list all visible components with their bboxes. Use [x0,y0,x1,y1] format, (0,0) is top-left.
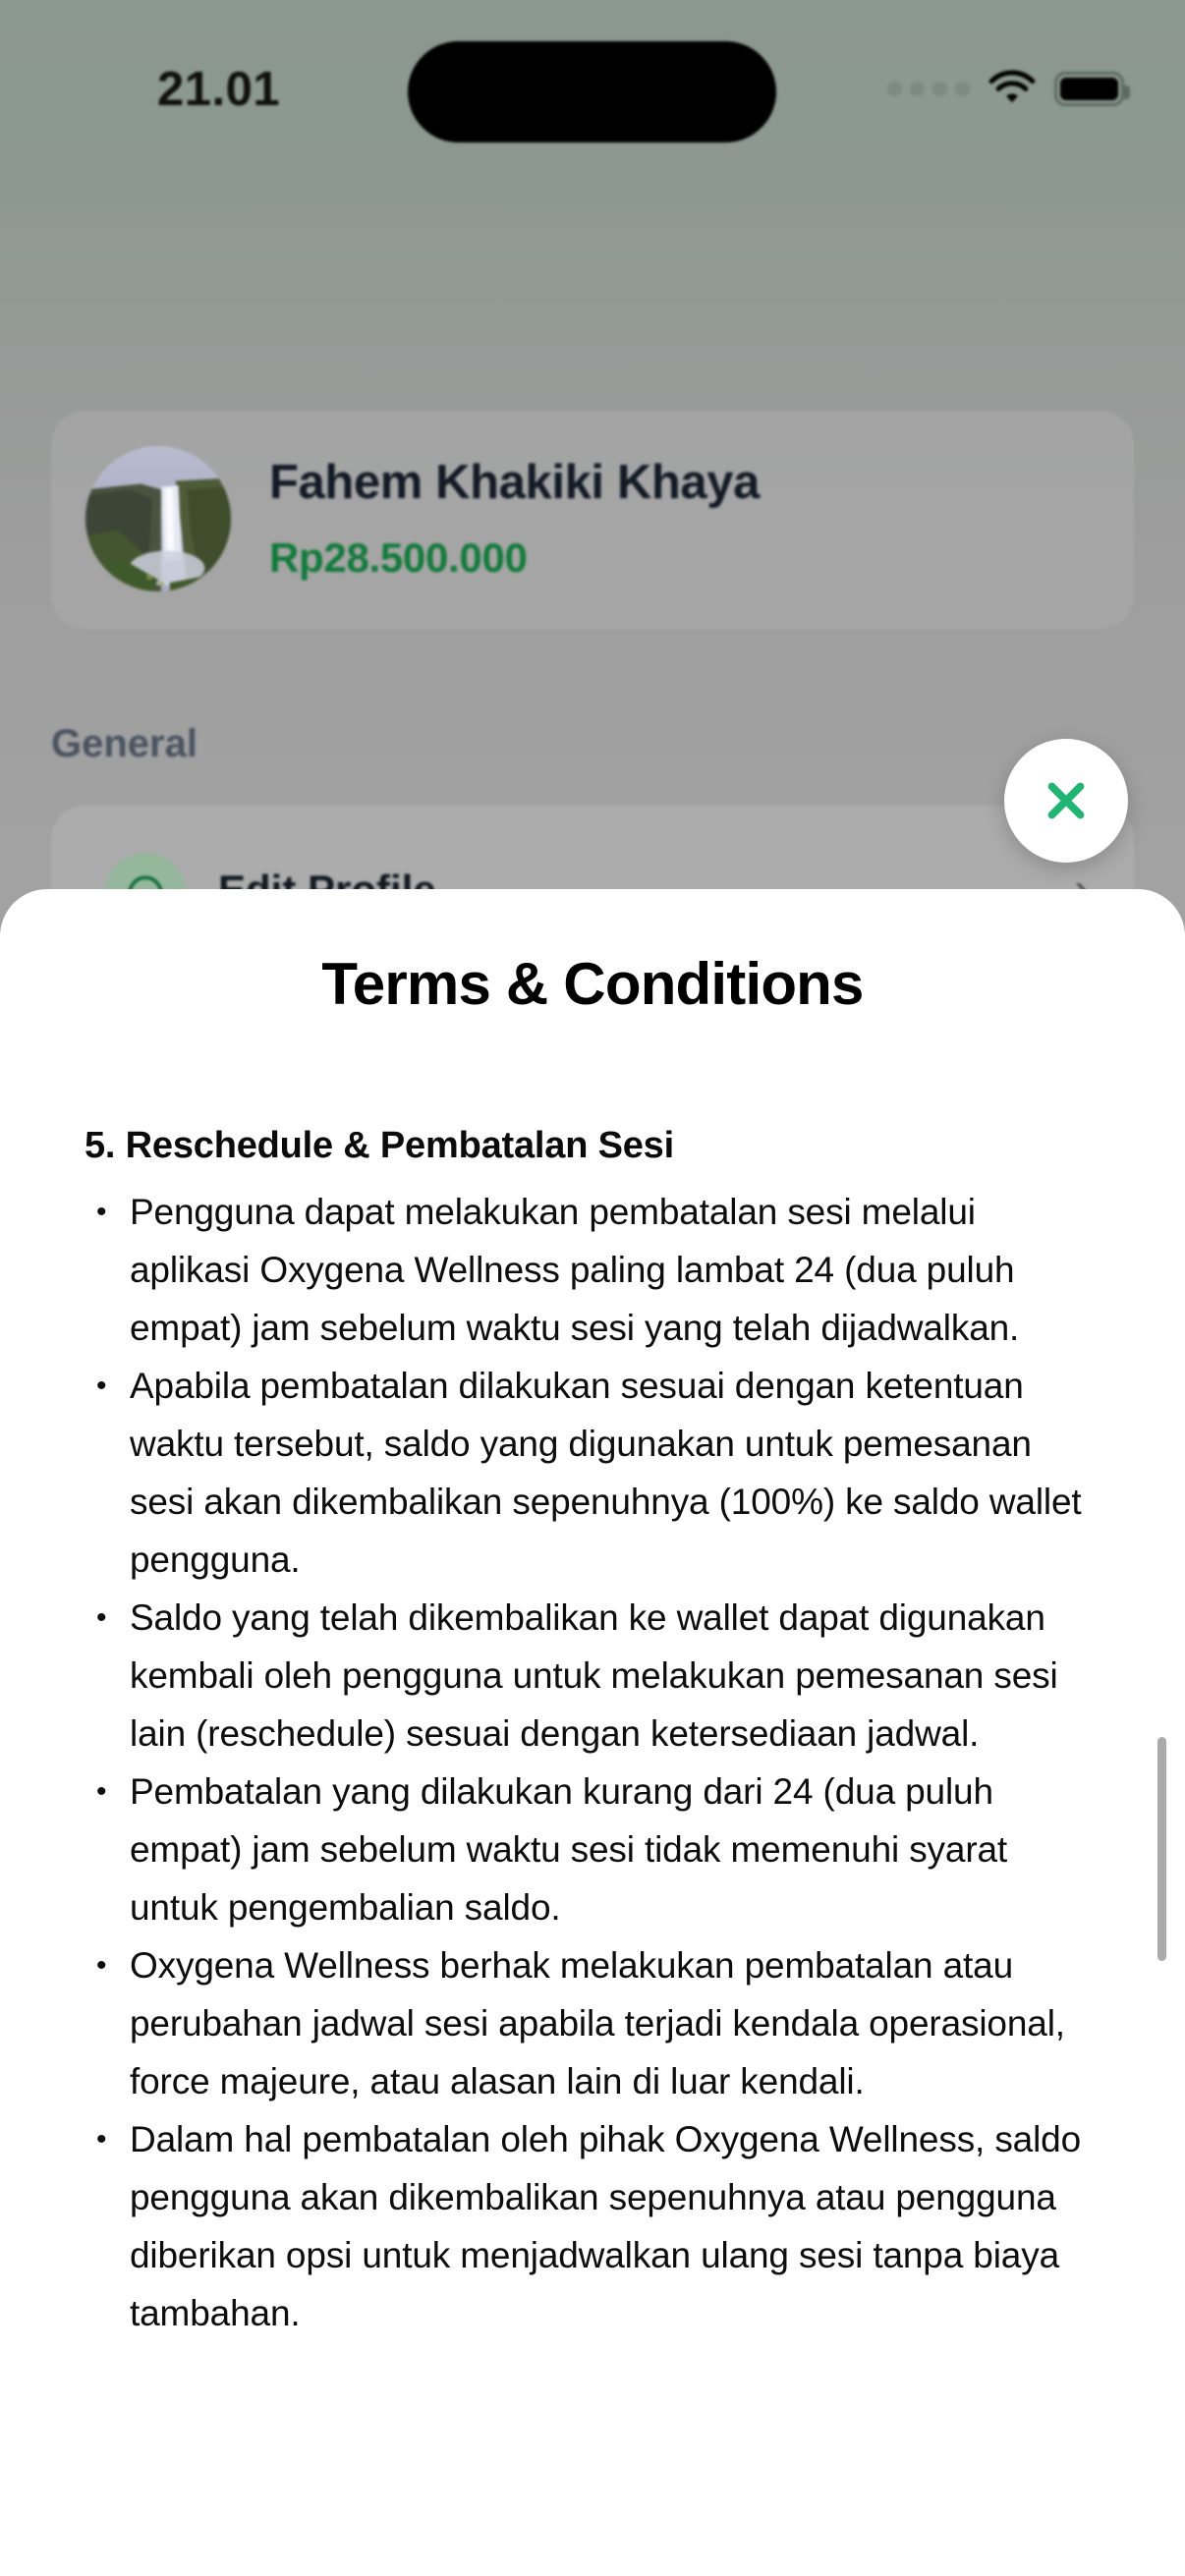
profile-card[interactable] [51,411,1134,629]
profile-name: Fahem Khakiki Khaya [269,456,760,509]
sheet-title: Terms & Conditions [321,951,864,1017]
status-bar-indicators [887,69,1124,108]
signal-dots-icon [887,82,970,96]
terms-bullet-list [85,1183,1100,2342]
list-item: • Dalam hal pembatalan oleh pihak Oxygena Wellness, saldo pengguna akan dikembalikan sepenuhnya atau pengguna diberikan opsi untuk menjadwalkan ulang sesi tanpa biaya tambahan. [85,2110,1100,2342]
section-label-general: General [51,722,198,765]
sheet-scroll-body[interactable] [0,1125,1185,2576]
close-x-icon [1038,772,1095,829]
terms-conditions-sheet [0,889,1185,2576]
status-bar-time: 21.01 [157,63,281,116]
list-item: • Oxygena Wellness berhak melakukan pembatalan atau perubahan jadwal sesi apabila terjadi kendala operasional, force majeure, atau alasan lain di luar kendali. [85,1936,1100,2110]
dynamic-island [408,41,776,142]
profile-balance: Rp28.500.000 [269,534,528,581]
status-bar [0,0,1185,167]
list-item: • Pengguna dapat melakukan pembatalan sesi melalui aplikasi Oxygena Wellness paling lambat 24 (dua puluh empat) jam sebelum waktu sesi yang telah dijadwalkan. [85,1183,1100,1357]
list-item: • Apabila pembatalan dilakukan sesuai dengan ketentuan waktu tersebut, saldo yang digunakan untuk pemesanan sesi akan dikembalikan sepenuhnya (100%) ke saldo wallet pengguna. [85,1357,1100,1589]
sheet-scrollbar-thumb[interactable] [1157,1737,1166,1961]
waterfall-avatar [85,446,231,591]
terms-section-heading: 5. Reschedule & Pembatalan Sesi [85,1125,674,1166]
list-item: • Saldo yang telah dikembalikan ke wallet dapat digunakan kembali oleh pengguna untuk melakukan pemesanan sesi lain (reschedule) sesuai dengan ketersediaan jadwal. [85,1589,1100,1763]
close-sheet-button[interactable] [1004,739,1128,863]
list-item: • Pembatalan yang dilakukan kurang dari 24 (dua puluh empat) jam sebelum waktu sesi tidak memenuhi syarat untuk pengembalian saldo. [85,1763,1100,1936]
battery-full-icon [1054,72,1124,106]
wifi-icon [987,69,1038,108]
